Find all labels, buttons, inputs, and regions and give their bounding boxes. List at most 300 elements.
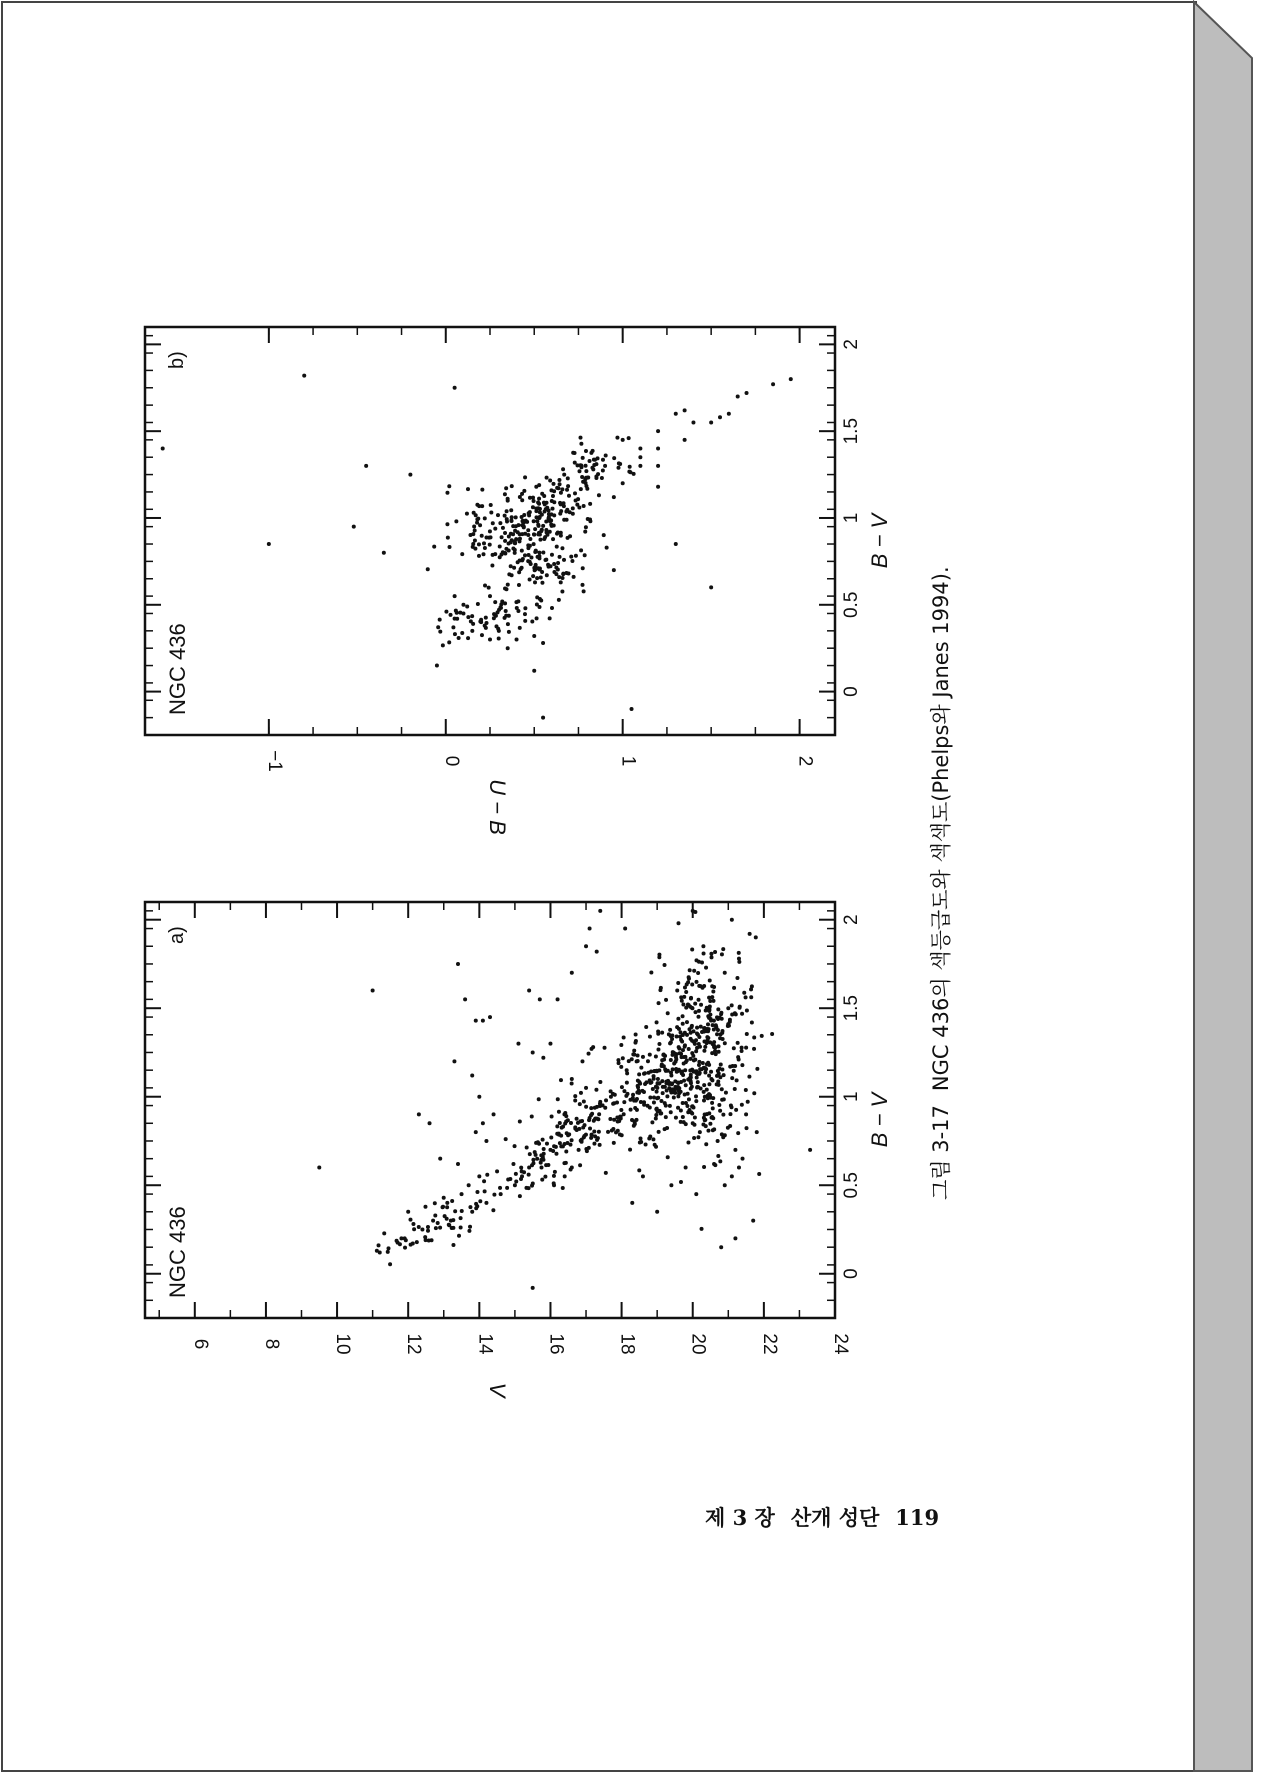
star-point [622, 1100, 626, 1104]
star-point [712, 1040, 716, 1044]
star-point [528, 496, 532, 500]
star-point [477, 504, 481, 508]
star-point [596, 472, 600, 476]
star-point [473, 539, 477, 543]
star-point [737, 1166, 741, 1170]
star-point [523, 475, 527, 479]
star-point [676, 1106, 680, 1110]
star-point [535, 566, 539, 570]
star-point [473, 529, 477, 533]
star-point [701, 1061, 705, 1065]
star-point [522, 521, 526, 525]
star-point [639, 1136, 643, 1140]
star-point [474, 1019, 478, 1023]
star-point [536, 501, 540, 505]
star-point [702, 1040, 706, 1044]
star-point [527, 511, 531, 515]
star-point [604, 454, 608, 458]
star-point [520, 498, 524, 502]
y-axis-label: V [485, 1382, 510, 1398]
star-point [602, 533, 606, 537]
star-point [506, 646, 510, 650]
star-point [523, 612, 527, 616]
star-point [492, 1193, 496, 1197]
star-point [503, 601, 507, 605]
star-point [558, 501, 562, 505]
figure-caption-text: NGC 436의 색등급도와 색색도(Phelps와 Janes 1994). [929, 566, 953, 1092]
star-point [545, 1142, 549, 1146]
star-point [508, 1177, 512, 1181]
star-point [720, 1087, 724, 1091]
star-point [680, 1040, 684, 1044]
star-point [718, 415, 722, 419]
star-point [712, 1045, 716, 1049]
star-point [646, 1059, 650, 1063]
star-point [570, 1138, 574, 1142]
star-point [548, 616, 552, 620]
star-point [371, 989, 375, 993]
star-point [590, 1133, 594, 1137]
star-point [660, 1058, 664, 1062]
star-point [552, 482, 556, 486]
star-point [541, 551, 545, 555]
star-point [552, 1174, 556, 1178]
star-point [364, 464, 368, 468]
star-point [638, 455, 642, 459]
star-point [559, 1078, 563, 1082]
star-point [666, 1011, 670, 1015]
star-point [451, 1243, 455, 1247]
star-point [619, 1115, 623, 1119]
star-point [744, 1112, 748, 1116]
star-point [536, 532, 540, 536]
star-point [656, 1077, 660, 1081]
star-point [708, 979, 712, 983]
star-point [566, 476, 570, 480]
star-point [732, 986, 736, 990]
star-point [540, 581, 544, 585]
star-point [789, 377, 793, 381]
star-point [718, 1159, 722, 1163]
star-point [484, 1139, 488, 1143]
star-point [532, 542, 536, 546]
star-point [535, 576, 539, 580]
y-tick-label: 14 [474, 1333, 496, 1355]
star-point [467, 1229, 471, 1233]
star-point [677, 1047, 681, 1051]
star-point [622, 1089, 626, 1093]
star-point [554, 565, 558, 569]
star-point [736, 1131, 740, 1135]
star-point [592, 1142, 596, 1146]
star-point [684, 1166, 688, 1170]
star-point [535, 602, 539, 606]
star-point [468, 1205, 472, 1209]
star-point [446, 536, 450, 540]
star-point [426, 1229, 430, 1233]
star-point [516, 609, 520, 613]
star-point [559, 491, 563, 495]
star-point [540, 528, 544, 532]
star-point [696, 1015, 700, 1019]
star-point [683, 1068, 687, 1072]
star-point [584, 476, 588, 480]
star-point [614, 1130, 618, 1134]
x-tick-label: 1.5 [841, 417, 862, 445]
star-point [691, 420, 695, 424]
star-point [542, 1152, 546, 1156]
star-point [520, 492, 524, 496]
y-tick-label: 18 [616, 1333, 638, 1355]
star-point [656, 1032, 660, 1036]
star-point [720, 1098, 724, 1102]
star-point [460, 1209, 464, 1213]
star-point [498, 521, 502, 525]
star-point [474, 513, 478, 517]
star-point [449, 613, 453, 617]
star-point [459, 1216, 463, 1220]
star-point [695, 1031, 699, 1035]
star-point [718, 1016, 722, 1020]
star-point [655, 1096, 659, 1100]
star-point [679, 1180, 683, 1184]
star-point [693, 1042, 697, 1046]
star-point [687, 1097, 691, 1101]
star-point [660, 1031, 664, 1035]
star-point [716, 1154, 720, 1158]
star-point [537, 483, 541, 487]
star-point [609, 1089, 613, 1093]
star-point [582, 1100, 586, 1104]
star-point [808, 1148, 812, 1152]
star-point [488, 529, 492, 533]
star-point [744, 1046, 748, 1050]
star-point [567, 494, 571, 498]
star-point [649, 971, 653, 975]
star-point [691, 1104, 695, 1108]
star-point [552, 1181, 556, 1185]
star-point [723, 971, 727, 975]
star-point [587, 1118, 591, 1122]
star-point [511, 532, 515, 536]
star-point [488, 594, 492, 598]
star-point [669, 1058, 673, 1062]
star-point [678, 1030, 682, 1034]
x-tick-label: 0.5 [841, 1172, 862, 1199]
star-point [506, 583, 510, 587]
star-point [523, 606, 527, 610]
star-point [707, 1092, 711, 1096]
star-point [752, 1047, 756, 1051]
star-point [531, 1161, 535, 1165]
x-axis-label: B − V [867, 513, 892, 569]
star-point [495, 1169, 499, 1173]
star-point [621, 1056, 625, 1060]
star-point [551, 1149, 555, 1153]
star-point [737, 951, 741, 955]
star-point [445, 491, 449, 495]
star-point [672, 1096, 676, 1100]
star-point [658, 1081, 662, 1085]
star-point [483, 516, 487, 520]
star-point [570, 971, 574, 975]
x-tick-label: 1 [841, 512, 862, 524]
star-point [488, 543, 492, 547]
star-point [686, 1110, 690, 1114]
y-tick-label: 20 [687, 1333, 709, 1355]
star-point [710, 1101, 714, 1105]
star-point [693, 1069, 697, 1073]
star-point [491, 1208, 495, 1212]
star-point [681, 1101, 685, 1105]
star-point [569, 555, 573, 559]
star-point [665, 1088, 669, 1092]
star-point [453, 632, 457, 636]
star-point [408, 473, 412, 477]
star-point [503, 514, 507, 518]
star-point [685, 1033, 689, 1037]
star-point [483, 1189, 487, 1193]
star-point [510, 573, 514, 577]
star-point [708, 1122, 712, 1126]
star-point [630, 707, 634, 711]
star-point [682, 995, 686, 999]
star-point [516, 530, 520, 534]
star-point [411, 1222, 415, 1226]
star-point [720, 1068, 724, 1072]
star-point [656, 464, 660, 468]
star-point [518, 1194, 522, 1198]
star-point [655, 1086, 659, 1090]
star-point [537, 497, 541, 501]
y-tick-label: 22 [758, 1333, 780, 1355]
star-point [716, 1028, 720, 1032]
star-point [629, 1108, 633, 1112]
star-point [513, 539, 517, 543]
star-point [675, 1035, 679, 1039]
star-point [706, 1022, 710, 1026]
star-point [700, 1030, 704, 1034]
star-point [704, 1029, 708, 1033]
star-point [709, 420, 713, 424]
star-point [501, 526, 505, 530]
star-point [723, 1041, 727, 1045]
star-point [417, 1225, 421, 1229]
star-point [699, 1003, 703, 1007]
star-point [655, 1020, 659, 1024]
star-point [377, 1243, 381, 1247]
star-point [475, 1190, 479, 1194]
star-point [717, 1103, 721, 1107]
star-point [564, 509, 568, 513]
star-point [702, 1090, 706, 1094]
star-point [455, 617, 459, 621]
star-point [675, 1070, 679, 1074]
star-point [509, 508, 513, 512]
star-point [518, 537, 522, 541]
star-point [537, 524, 541, 528]
star-point [718, 1109, 722, 1113]
star-point [604, 1098, 608, 1102]
star-point [491, 521, 495, 525]
star-point [657, 1068, 661, 1072]
star-point [714, 1023, 718, 1027]
star-point [721, 947, 725, 951]
star-point [489, 503, 493, 507]
star-point [540, 492, 544, 496]
star-point [594, 462, 598, 466]
star-point [740, 1063, 744, 1067]
star-point [460, 552, 464, 556]
star-point [647, 1136, 651, 1140]
star-point [670, 1082, 674, 1086]
star-point [597, 1112, 601, 1116]
star-point [711, 1106, 715, 1110]
star-point [516, 599, 520, 603]
star-point [709, 952, 713, 956]
star-point [537, 1097, 541, 1101]
star-point [542, 1147, 546, 1151]
star-point [657, 1130, 661, 1134]
star-point [465, 604, 469, 608]
star-point [637, 1168, 641, 1172]
star-point [616, 1120, 620, 1124]
star-point [433, 1213, 437, 1217]
star-point [685, 982, 689, 986]
star-point [684, 1060, 688, 1064]
star-point [564, 1161, 568, 1165]
star-point [474, 1130, 478, 1134]
star-point [545, 476, 549, 480]
star-point [745, 1126, 749, 1130]
star-point [482, 552, 486, 556]
y-tick-label: 6 [189, 1338, 211, 1350]
star-point [541, 641, 545, 645]
star-point [541, 1138, 545, 1142]
star-point [581, 456, 585, 460]
y-tick-label: 16 [545, 1333, 567, 1355]
star-point [519, 1166, 523, 1170]
star-point [478, 1199, 482, 1203]
star-point [569, 1167, 573, 1171]
star-point [689, 996, 693, 1000]
star-point [494, 614, 498, 618]
star-point [689, 1087, 693, 1091]
star-point [616, 466, 620, 470]
star-point [719, 1063, 723, 1067]
star-point [598, 1104, 602, 1108]
star-point [652, 1077, 656, 1081]
star-point [386, 1250, 390, 1254]
star-point [730, 1105, 734, 1109]
star-point [561, 1186, 565, 1190]
star-point [656, 429, 660, 433]
star-point [741, 1157, 745, 1161]
star-point [574, 498, 578, 502]
star-point [601, 458, 605, 462]
star-point [750, 1021, 754, 1025]
star-point [584, 469, 588, 473]
star-point [657, 955, 661, 959]
star-point [714, 1052, 718, 1056]
star-point [544, 558, 548, 562]
star-point [564, 1149, 568, 1153]
star-point [581, 566, 585, 570]
star-point [584, 464, 588, 468]
star-point [760, 1034, 764, 1038]
star-point [676, 981, 680, 985]
star-point [436, 1221, 440, 1225]
star-point [675, 989, 679, 993]
star-point [600, 476, 604, 480]
star-point [656, 1109, 660, 1113]
star-point [572, 575, 576, 579]
star-point [577, 1148, 581, 1152]
star-point [697, 984, 701, 988]
star-point [565, 518, 569, 522]
star-point [554, 1145, 558, 1149]
star-point [550, 553, 554, 557]
star-point [564, 1119, 568, 1123]
y-tick-label: 24 [830, 1333, 851, 1355]
star-point [707, 1082, 711, 1086]
star-point [476, 517, 480, 521]
star-point [687, 975, 691, 979]
star-point [593, 1134, 597, 1138]
star-point [503, 492, 507, 496]
star-point [579, 442, 583, 446]
star-point [664, 1115, 668, 1119]
star-point [705, 1112, 709, 1116]
star-point [700, 1227, 704, 1231]
star-point [445, 1201, 449, 1205]
star-point [620, 1133, 624, 1137]
star-point [484, 616, 488, 620]
star-point [552, 489, 556, 493]
star-point [484, 1201, 488, 1205]
star-point [644, 1142, 648, 1146]
star-point [562, 473, 566, 477]
star-point [730, 1076, 734, 1080]
star-point [694, 1192, 698, 1196]
star-point [580, 1059, 584, 1063]
star-point [404, 1238, 408, 1242]
star-point [481, 1019, 485, 1023]
star-point [592, 1130, 596, 1134]
star-point [713, 1163, 717, 1167]
star-point [507, 548, 511, 552]
star-point [679, 1109, 683, 1113]
star-point [531, 1158, 535, 1162]
star-point [664, 1104, 668, 1108]
star-point [733, 1087, 737, 1091]
star-point [522, 513, 526, 517]
star-point [579, 487, 583, 491]
star-point [631, 1093, 635, 1097]
star-point [504, 609, 508, 613]
star-point [573, 491, 577, 495]
x-tick-label: 0 [841, 686, 862, 697]
star-point [627, 1059, 631, 1063]
star-point [666, 1155, 670, 1159]
star-point [520, 532, 524, 536]
star-point [688, 1057, 692, 1061]
star-point [500, 552, 504, 556]
star-point [659, 986, 663, 990]
star-point [597, 1130, 601, 1134]
star-point [477, 554, 481, 558]
star-point [533, 1150, 537, 1154]
